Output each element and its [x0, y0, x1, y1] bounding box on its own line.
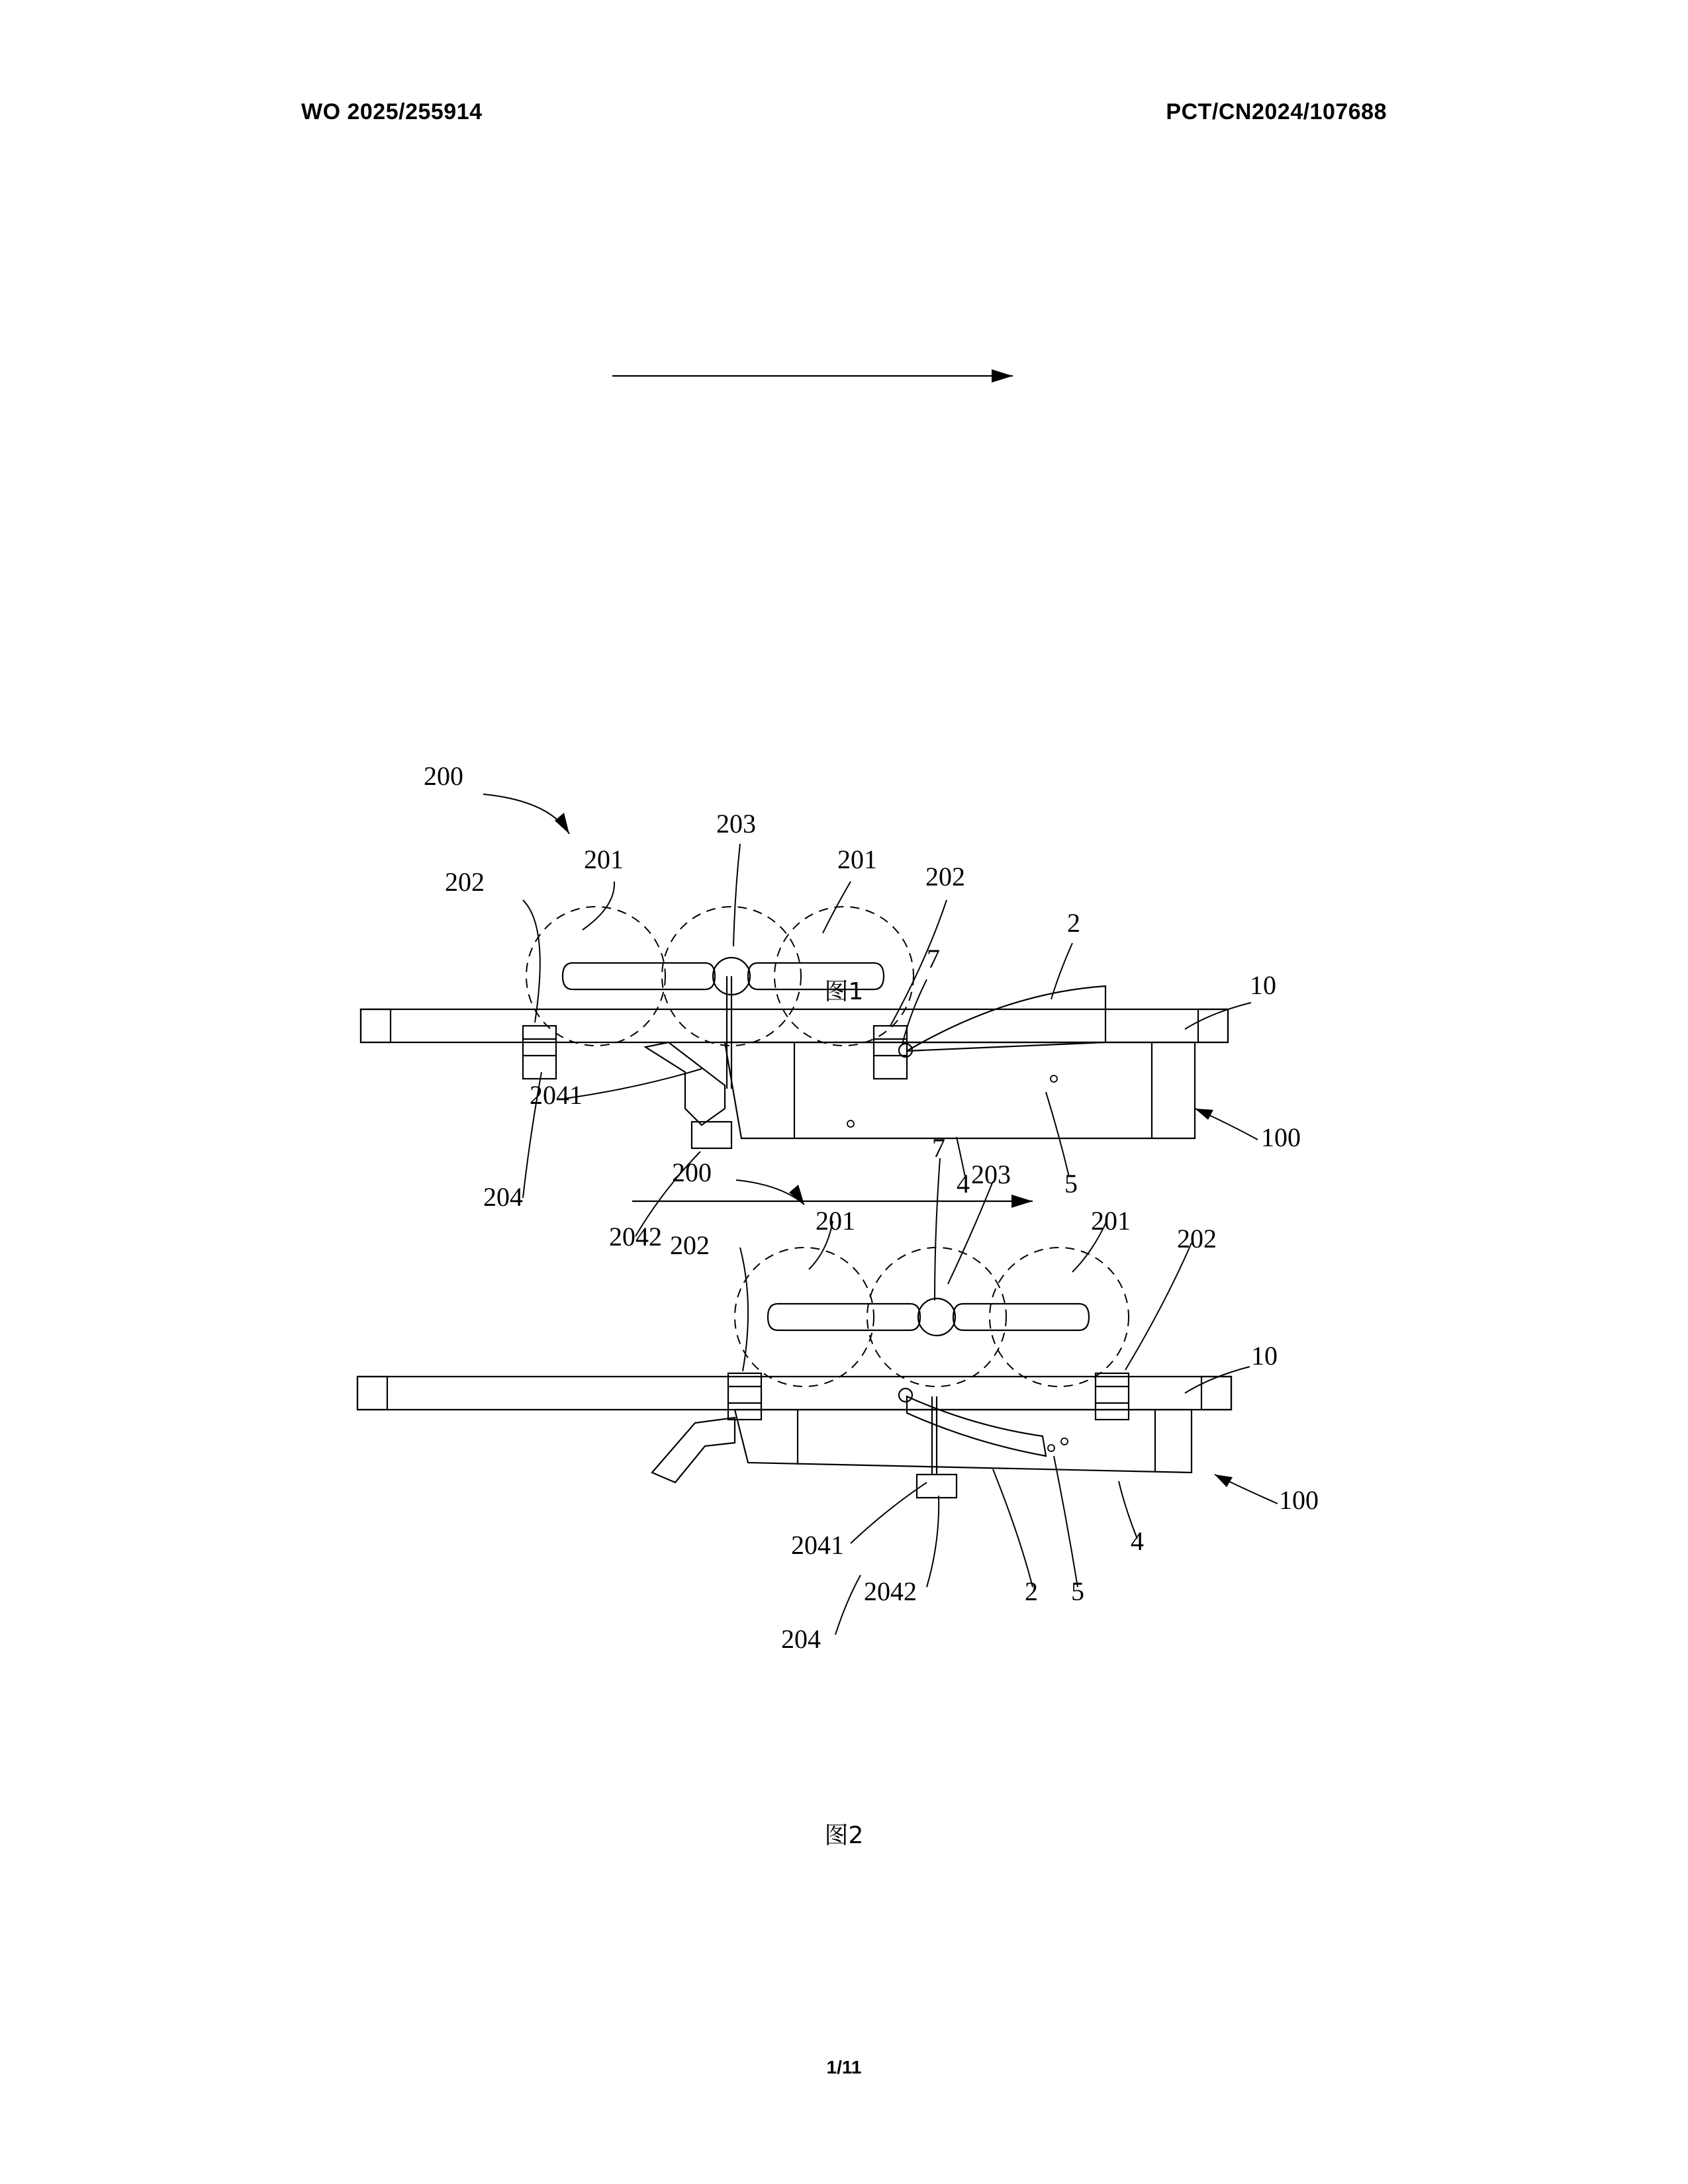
callout-label: 201 — [584, 844, 624, 874]
callout-label: 2041 — [791, 1530, 844, 1560]
callout-label: 204 — [781, 1624, 821, 1654]
callout-label: 202 — [1177, 1224, 1217, 1253]
callout-label: 100 — [1261, 1122, 1301, 1152]
callout-label: 2042 — [609, 1222, 662, 1251]
callout-label: 10 — [1250, 970, 1276, 1000]
callout-label: 200 — [672, 1158, 712, 1187]
callout-label: 202 — [925, 862, 965, 891]
figure-2 — [0, 1112, 1688, 1860]
callout-label: 2042 — [864, 1576, 917, 1606]
page-header — [0, 99, 1688, 132]
callout-label: 2041 — [530, 1080, 583, 1110]
figure-1 — [0, 311, 1688, 1251]
callout-label: 202 — [670, 1230, 710, 1260]
application-number: PCT/CN2024/107688 — [1166, 99, 1387, 124]
callout-label: 2 — [1067, 908, 1080, 938]
callout-label: 5 — [1071, 1576, 1084, 1606]
callout-label: 10 — [1251, 1341, 1278, 1371]
callout-label: 201 — [1091, 1206, 1131, 1236]
publication-number: WO 2025/255914 — [301, 99, 483, 124]
callout-label: 4 — [1131, 1526, 1144, 1556]
angled-arm-204 — [652, 1396, 957, 1498]
figure-2-callouts — [670, 1133, 1319, 1654]
figure-1-drawing — [0, 311, 1688, 1251]
rail-assembly — [361, 1009, 1228, 1042]
callout-label: 201 — [837, 844, 877, 874]
callout-label: 4 — [957, 1169, 970, 1199]
callout-label: 201 — [816, 1206, 855, 1236]
slider-blocks-202 — [728, 1373, 1129, 1420]
rail-assembly — [357, 1377, 1231, 1410]
slider-blocks-202 — [523, 1026, 907, 1079]
figure-2-drawing — [0, 1112, 1688, 1860]
callout-label: 200 — [424, 761, 463, 791]
callout-label: 202 — [445, 867, 485, 897]
callout-label: 203 — [971, 1160, 1011, 1189]
callout-label: 204 — [483, 1182, 523, 1212]
callout-label: 2 — [1025, 1576, 1038, 1606]
disc-assembly-200 — [735, 1248, 1129, 1387]
callout-label: 7 — [927, 944, 940, 974]
callout-label: 100 — [1279, 1485, 1319, 1515]
callout-label: 203 — [716, 809, 756, 839]
blade-part-2 — [899, 1388, 1055, 1456]
page-number: 1/11 — [826, 2057, 862, 2077]
callout-label: 7 — [932, 1133, 945, 1163]
figure-2-caption: 图2 — [824, 1822, 864, 1849]
callout-label: 5 — [1064, 1169, 1078, 1199]
direction-arrow-right — [612, 369, 1013, 383]
figure-1-caption: 图1 — [824, 978, 864, 1005]
